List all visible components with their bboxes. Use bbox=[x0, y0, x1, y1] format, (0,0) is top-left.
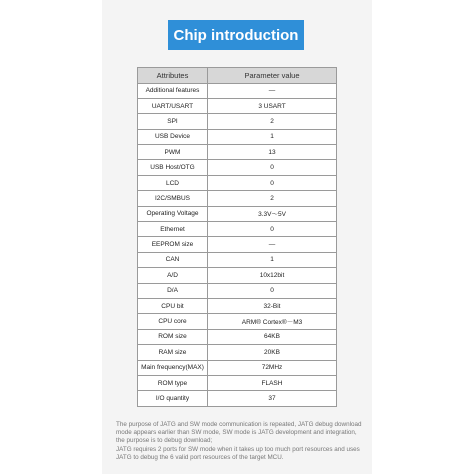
table-row bbox=[138, 83, 337, 98]
value-cell: 0 bbox=[208, 175, 337, 190]
table-row bbox=[138, 283, 337, 298]
table-row bbox=[138, 114, 337, 129]
attribute-cell: USB Host/OTG bbox=[138, 160, 208, 175]
table-row bbox=[138, 252, 337, 267]
attribute-cell: CPU core bbox=[138, 314, 208, 329]
attribute-cell: LCD bbox=[138, 175, 208, 190]
value-cell: 20KB bbox=[208, 345, 337, 360]
value-cell: 72MHz bbox=[208, 360, 337, 375]
table-row bbox=[138, 360, 337, 375]
table-row bbox=[138, 129, 337, 144]
table-row bbox=[138, 314, 337, 329]
value-cell: 37 bbox=[208, 391, 337, 406]
attribute-cell: RAM size bbox=[138, 345, 208, 360]
table-row bbox=[138, 391, 337, 406]
table-row bbox=[138, 222, 337, 237]
value-cell: ARM® Cortex®－M3 bbox=[208, 314, 337, 329]
attribute-cell: Ethernet bbox=[138, 222, 208, 237]
title-text: Chip introduction bbox=[173, 26, 299, 44]
attribute-cell: I/O quantity bbox=[138, 391, 208, 406]
attribute-cell: I2C/SMBUS bbox=[138, 191, 208, 206]
value-cell: 1 bbox=[208, 252, 337, 267]
value-cell: 32-Bit bbox=[208, 298, 337, 313]
table-row bbox=[138, 375, 337, 390]
table-body bbox=[138, 83, 337, 406]
table-row bbox=[138, 329, 337, 344]
attribute-cell: UART/USART bbox=[138, 98, 208, 113]
attribute-cell: CAN bbox=[138, 252, 208, 267]
attribute-cell: Operating Voltage bbox=[138, 206, 208, 221]
table-row bbox=[138, 268, 337, 283]
footnote-paragraph: The purpose of JATG and SW mode communication is repeated, JATG debug download mode appears earlier than SW mode, SW mode is JATG development and integration, the purpose is to debug download; bbox=[116, 421, 362, 444]
attribute-cell: CPU bit bbox=[138, 298, 208, 313]
attribute-cell: SPI bbox=[138, 114, 208, 129]
attribute-cell: Main frequency(MAX) bbox=[138, 360, 208, 375]
value-cell: 10x12bit bbox=[208, 268, 337, 283]
value-cell: FLASH bbox=[208, 375, 337, 390]
attribute-cell: EEPROM size bbox=[138, 237, 208, 252]
value-cell: — bbox=[208, 83, 337, 98]
table-row bbox=[138, 98, 337, 113]
attributes-header: Attributes bbox=[138, 68, 208, 84]
table-row bbox=[138, 160, 337, 175]
table-row bbox=[138, 206, 337, 221]
table-row bbox=[138, 175, 337, 190]
value-cell: 0 bbox=[208, 283, 337, 298]
attribute-cell: USB Device bbox=[138, 129, 208, 144]
value-cell: 1 bbox=[208, 129, 337, 144]
attribute-cell: D/A bbox=[138, 283, 208, 298]
table-row bbox=[138, 237, 337, 252]
attribute-cell: Additional features bbox=[138, 83, 208, 98]
table-row bbox=[138, 191, 337, 206]
attribute-cell: PWM bbox=[138, 145, 208, 160]
value-cell: 64KB bbox=[208, 329, 337, 344]
table-row bbox=[138, 298, 337, 313]
value-cell: 13 bbox=[208, 145, 337, 160]
value-cell: 3 USART bbox=[208, 98, 337, 113]
value-cell: 2 bbox=[208, 114, 337, 129]
table-row bbox=[138, 145, 337, 160]
table-row bbox=[138, 345, 337, 360]
attribute-cell: ROM size bbox=[138, 329, 208, 344]
attribute-cell: ROM type bbox=[138, 375, 208, 390]
footnote-paragraph: JATG requires 2 ports for SW mode when it takes up too much port resources and uses JATG to debug the 6 valid port resources of the target MCU. bbox=[116, 446, 360, 462]
footnote bbox=[116, 421, 366, 464]
parameter-value-header: Parameter value bbox=[208, 68, 337, 84]
table-header-row bbox=[138, 68, 337, 84]
value-cell: 0 bbox=[208, 160, 337, 175]
value-cell: 2 bbox=[208, 191, 337, 206]
value-cell: 3.3V～5V bbox=[208, 206, 337, 221]
chip-introduction-title bbox=[168, 20, 304, 50]
value-cell: 0 bbox=[208, 222, 337, 237]
chip-spec-table bbox=[137, 67, 337, 407]
value-cell: — bbox=[208, 237, 337, 252]
attribute-cell: A/D bbox=[138, 268, 208, 283]
